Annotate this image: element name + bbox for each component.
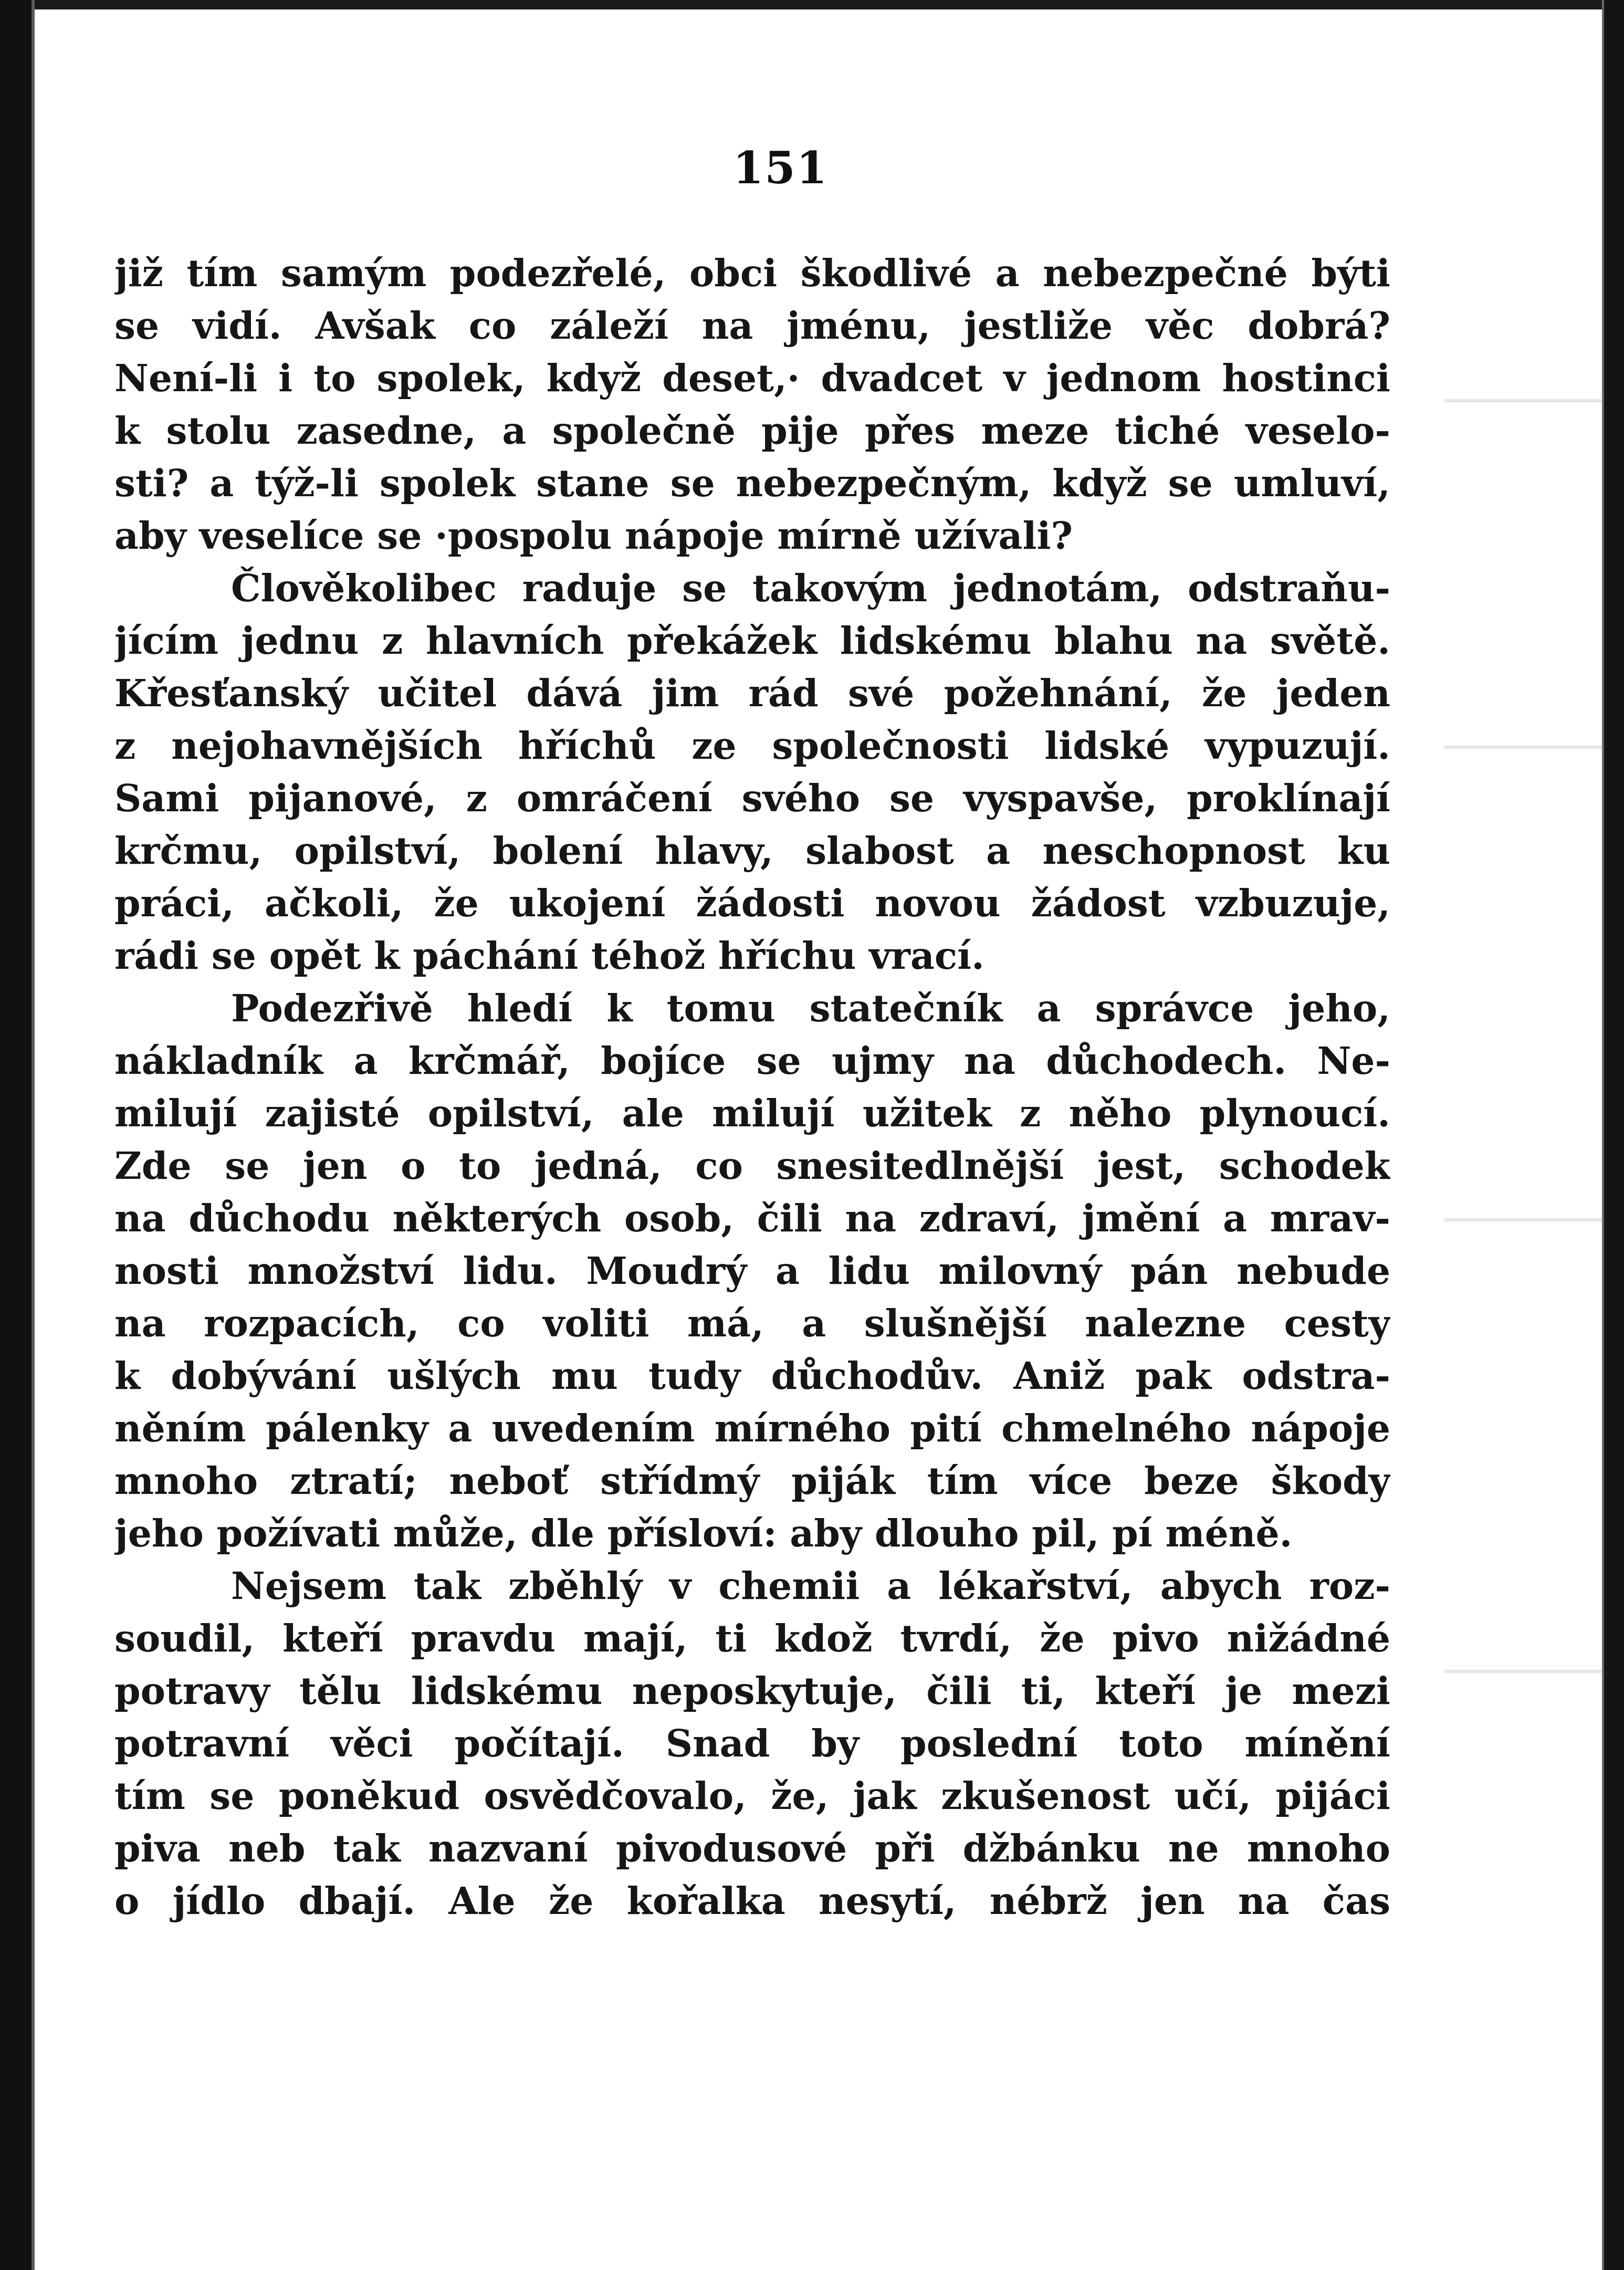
text-line: práci, ačkoli, že ukojení žádosti novou žádost vzbuzuje, (114, 881, 1390, 925)
scan-border-left-shadow (32, 0, 35, 2270)
text-line: soudil, kteří pravdu mají, ti kdož tvrdí, že pivo nižádné (114, 1616, 1390, 1660)
text-line: Podezřivě hledí k tomu statečník a správce jeho, (231, 986, 1390, 1030)
text-line: rádi se opět k páchání téhož hříchu vrací. (114, 934, 984, 978)
text-line: již tím samým podezřelé, obci škodlivé a nebezpečné býti (114, 251, 1390, 295)
text-line: milují zajisté opilství, ale milují užitek z něho plynoucí. (114, 1091, 1390, 1135)
bleed-through-mark (1444, 399, 1602, 402)
text-line: na důchodu některých osob, čili na zdraví, jmění a mrav- (114, 1196, 1390, 1240)
text-line: nákladník a krčmář, bojíce se ujmy na důchodech. Ne- (114, 1039, 1390, 1083)
scan-border-right-shadow (1602, 0, 1604, 2270)
page-number (0, 142, 1624, 194)
text-line: se vidí. Avšak co záleží na jménu, jestliže věc dobrá? (114, 304, 1390, 348)
text-line: Křesťanský učitel dává jim rád své požehnání, že jeden (114, 671, 1390, 715)
text-line: Nejsem tak zběhlý v chemii a lékařství, abych roz- (231, 1564, 1390, 1608)
scan-border-top (0, 0, 1624, 9)
text-line: aby veselíce se ·pospolu nápoje mírně užívali? (114, 514, 1073, 558)
text-line: z nejohavnějších hříchů ze společnosti lidské vypuzují. (114, 724, 1390, 768)
text-line: na rozpacích, co voliti má, a slušnější nalezne cesty (114, 1301, 1390, 1345)
text-line: tím se poněkud osvědčovalo, že, jak zkušenost učí, pijáci (114, 1774, 1390, 1818)
text-line: potravní věci počítají. Snad by poslední toto mínění (114, 1721, 1390, 1765)
text-line: piva neb tak nazvaní pivodusové při džbánku ne mnoho (114, 1826, 1390, 1870)
text-line: o jídlo dbají. Ale že kořalka nesytí, nébrž jen na čas (114, 1879, 1390, 1923)
text-line: mnoho ztratí; neboť střídmý piják tím více beze škody (114, 1459, 1390, 1503)
bleed-through-mark (1444, 1218, 1602, 1221)
bleed-through-mark (1444, 746, 1602, 749)
text-line: k dobývání ušlých mu tudy důchodův. Aniž pak odstra- (114, 1354, 1390, 1398)
page-number-text: 151 (732, 142, 829, 194)
text-line: něním pálenky a uvedením mírného pití chmelného nápoje (114, 1406, 1390, 1450)
text-line: k stolu zasedne, a společně pije přes meze tiché veselo- (114, 409, 1390, 453)
bleed-through-mark (1444, 1670, 1602, 1673)
text-line: Zde se jen o to jedná, co snesitedlnější jest, schodek (114, 1144, 1390, 1188)
text-line: krčmu, opilství, bolení hlavy, slabost a neschopnost ku (114, 829, 1390, 873)
text-line: jícím jednu z hlavních překážek lidskému blahu na světě. (114, 619, 1390, 663)
text-line: Není-li i to spolek, když deset,· dvadcet v jednom hostinci (114, 356, 1390, 400)
text-line: jeho požívati může, dle přísloví: aby dlouho pil, pí méně. (114, 1511, 1293, 1555)
text-line: nosti množství lidu. Moudrý a lidu milovný pán nebude (114, 1249, 1390, 1293)
text-line: Člověkolibec raduje se takovým jednotám, odstraňu- (231, 566, 1390, 610)
scan-border-left (0, 0, 32, 2270)
text-line: potravy tělu lidskému neposkytuje, čili ti, kteří je mezi (114, 1669, 1390, 1713)
scan-border-right (1604, 0, 1624, 2270)
text-line: Sami pijanové, z omráčení svého se vyspavše, proklínají (114, 776, 1390, 820)
text-line: sti? a týž-li spolek stane se nebezpečným, když se umluví, (114, 461, 1390, 505)
body-text (114, 247, 1390, 1927)
